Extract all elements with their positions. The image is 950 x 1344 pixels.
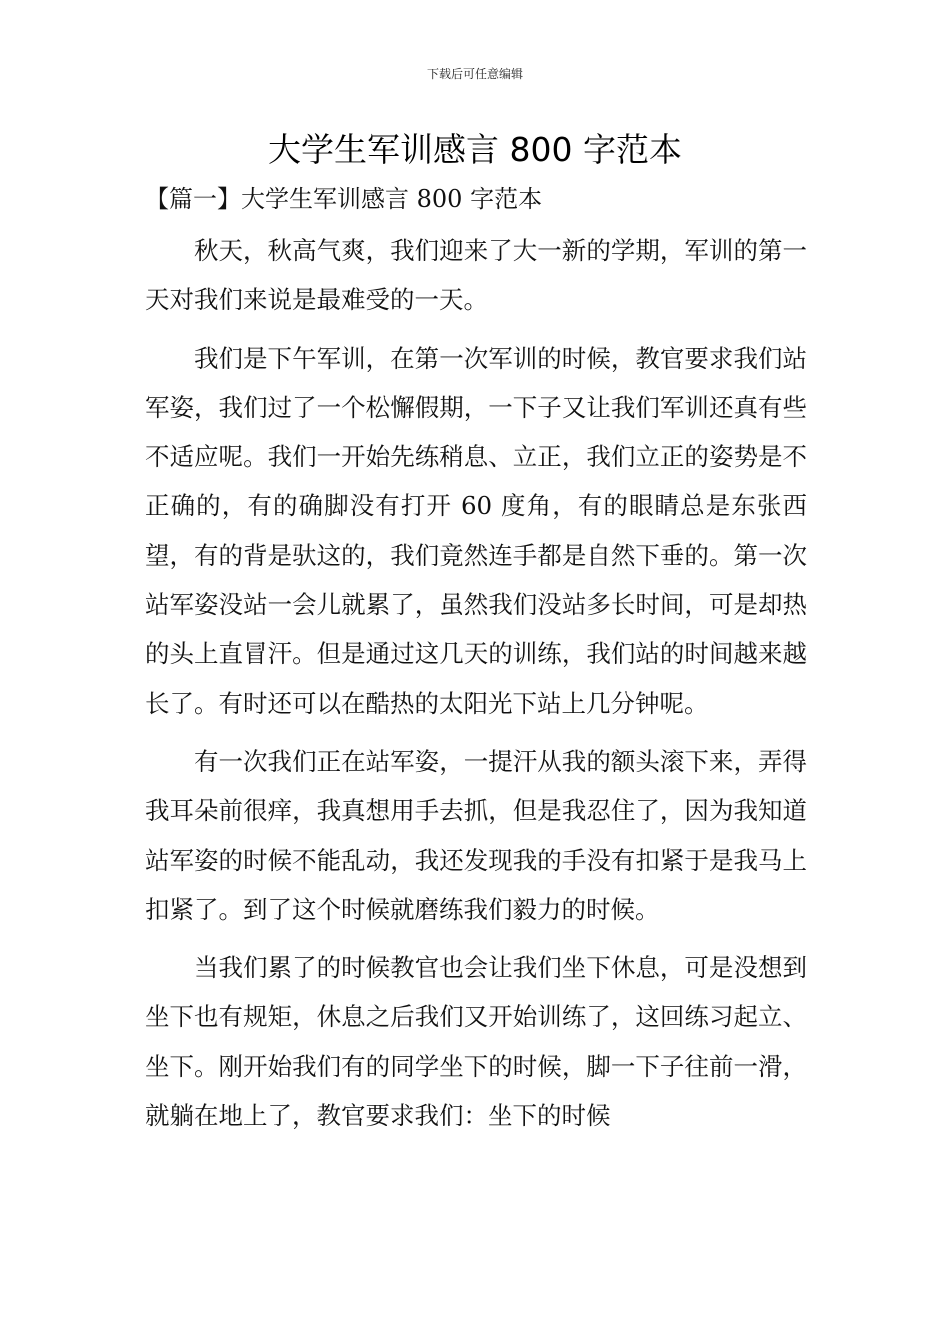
document-body <box>145 226 807 1149</box>
section-heading: 【篇一】大学生军训感言 800 字范本 <box>145 185 543 213</box>
body-paragraph: 当我们累了的时候教官也会让我们坐下休息，可是没想到坐下也有规矩，休息之后我们又开始训练了，这回练习起立、坐下。刚开始我们有的同学坐下的时候，脚一下子往前一滑，就躺在地上了，教官要求我们：坐下的时候 <box>145 953 807 1131</box>
page-header-note: 下载后可任意编辑 <box>426 67 523 81</box>
body-paragraph: 有一次我们正在站军姿，一提汗从我的额头滚下来，弄得我耳朵前很痒，我真想用手去抓，但是我忍住了，因为我知道站军姿的时候不能乱动，我还发现我的手没有扣紧于是我马上扣紧了。到了这个时候就磨练我们毅力的时候。 <box>145 746 807 924</box>
document-title: 大学生军训感言 800 字范本 <box>268 130 682 169</box>
body-paragraph: 我们是下午军训，在第一次军训的时候，教官要求我们站军姿，我们过了一个松懈假期，一下子又让我们军训还真有些不适应呢。我们一开始先练稍息、立正，我们立正的姿势是不正确的，有的确脚没有打开 60 度角，有的眼睛总是东张西望，有的背是驮这的，我们竟然连手都是自然下垂的。第一次站军姿没站一会儿就累了，虽然我们没站多长时间，可是却热的头上直冒汗。但是通过这几天的训练，我们站的时间越来越长了。有时还可以在酷热的太阳光下站上几分钟呢。 <box>145 343 807 718</box>
body-paragraph: 秋天，秋高气爽，我们迎来了大一新的学期，军训的第一天对我们来说是最难受的一天。 <box>145 236 807 315</box>
